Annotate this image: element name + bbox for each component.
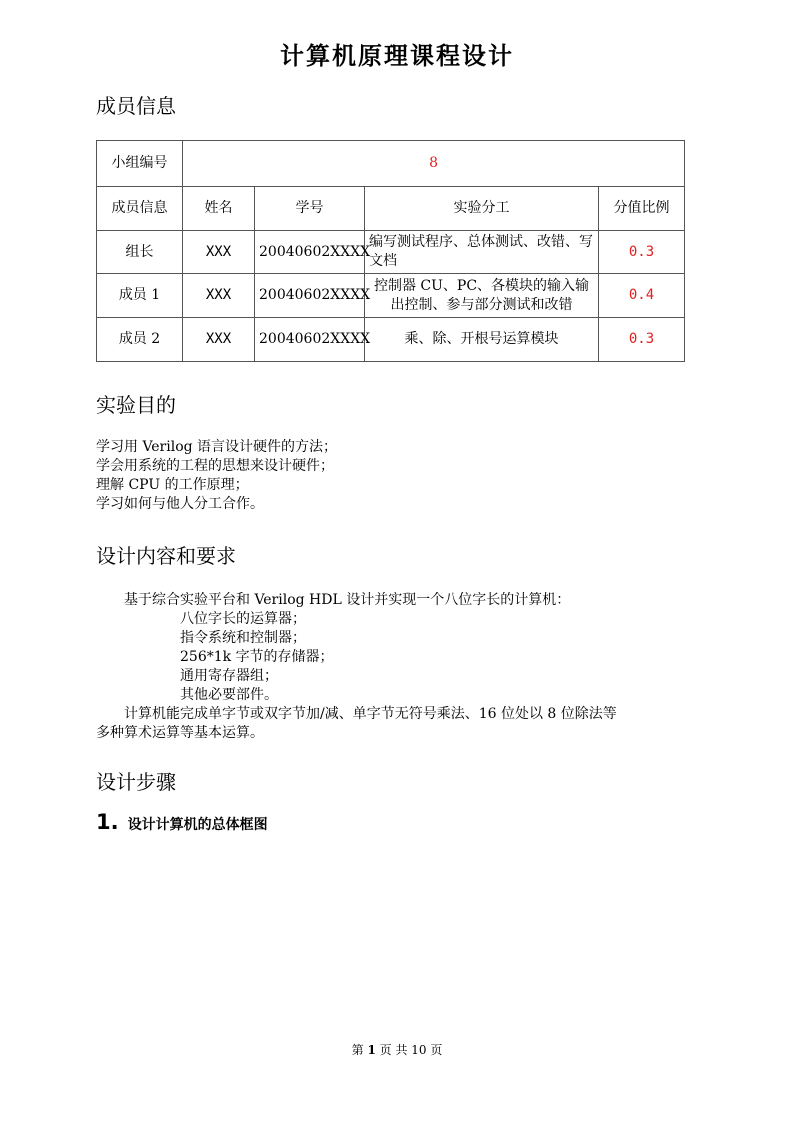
content-paragraph-line1: 计算机能完成单字节或双字节加/减、单字节无符号乘法、16 位处以 8 位除法等 bbox=[124, 706, 617, 722]
footer-suffix: 页 bbox=[430, 1043, 443, 1057]
section-heading-steps: 设计步骤 bbox=[96, 770, 176, 794]
step-1-heading bbox=[96, 810, 268, 834]
member-role: 成员 1 bbox=[97, 274, 183, 318]
member-score: 0.3 bbox=[599, 318, 685, 362]
footer-mid: 页 共 bbox=[379, 1043, 408, 1057]
member-task: 乘、除、开根号运算模块 bbox=[365, 318, 599, 362]
member-task: 编写测试程序、总体测试、改错、写文档 bbox=[365, 231, 599, 274]
footer-prefix: 第 bbox=[351, 1043, 364, 1057]
footer-total-pages: 10 bbox=[411, 1043, 427, 1057]
member-id: 20040602XXXX bbox=[255, 274, 365, 318]
content-item: 通用寄存器组； bbox=[180, 668, 278, 684]
content-item: 八位字长的运算器； bbox=[180, 611, 306, 627]
content-item-list bbox=[180, 610, 334, 705]
member-role: 组长 bbox=[97, 231, 183, 274]
member-name: XXX bbox=[183, 231, 255, 274]
content-paragraph-line2: 多种算术运算等基本运算。 bbox=[96, 725, 264, 741]
purpose-list bbox=[96, 438, 337, 514]
header-score: 分值比例 bbox=[599, 187, 685, 231]
group-row bbox=[97, 141, 685, 187]
member-task: 控制器 CU、PC、各模块的输入输出控制、参与部分测试和改错 bbox=[365, 274, 599, 318]
group-number: 8 bbox=[183, 141, 685, 187]
header-id: 学号 bbox=[255, 187, 365, 231]
table-row bbox=[97, 318, 685, 362]
content-item: 256*1k 字节的存储器； bbox=[180, 649, 334, 665]
purpose-line: 理解 CPU 的工作原理； bbox=[96, 477, 249, 493]
group-label: 小组编号 bbox=[97, 141, 183, 187]
header-member: 成员信息 bbox=[97, 187, 183, 231]
content-intro: 基于综合实验平台和 Verilog HDL 设计并实现一个八位字长的计算机： bbox=[124, 592, 571, 608]
header-name: 姓名 bbox=[183, 187, 255, 231]
section-heading-members: 成员信息 bbox=[96, 94, 176, 118]
section-heading-content: 设计内容和要求 bbox=[96, 544, 236, 568]
purpose-line: 学习用 Verilog 语言设计硬件的方法； bbox=[96, 439, 338, 455]
member-score: 0.4 bbox=[599, 274, 685, 318]
member-score: 0.3 bbox=[599, 231, 685, 274]
purpose-line: 学习如何与他人分工合作。 bbox=[96, 496, 264, 512]
page-footer bbox=[0, 1041, 794, 1058]
content-item: 指令系统和控制器； bbox=[180, 630, 306, 646]
member-id: 20040602XXXX bbox=[255, 231, 365, 274]
footer-page-number: 1 bbox=[367, 1043, 376, 1057]
table-header-row bbox=[97, 187, 685, 231]
header-task: 实验分工 bbox=[365, 187, 599, 231]
member-table bbox=[96, 140, 685, 362]
document-title: 计算机原理课程设计 bbox=[280, 42, 514, 70]
table-row bbox=[97, 274, 685, 318]
section-heading-purpose: 实验目的 bbox=[96, 393, 176, 417]
purpose-line: 学会用系统的工程的思想来设计硬件； bbox=[96, 458, 334, 474]
step-number: 1. bbox=[96, 810, 119, 834]
table-row bbox=[97, 231, 685, 274]
member-id: 20040602XXXX bbox=[255, 318, 365, 362]
member-name: XXX bbox=[183, 274, 255, 318]
content-item: 其他必要部件。 bbox=[180, 687, 278, 703]
step-title: 设计计算机的总体框图 bbox=[127, 817, 268, 833]
member-role: 成员 2 bbox=[97, 318, 183, 362]
member-name: XXX bbox=[183, 318, 255, 362]
